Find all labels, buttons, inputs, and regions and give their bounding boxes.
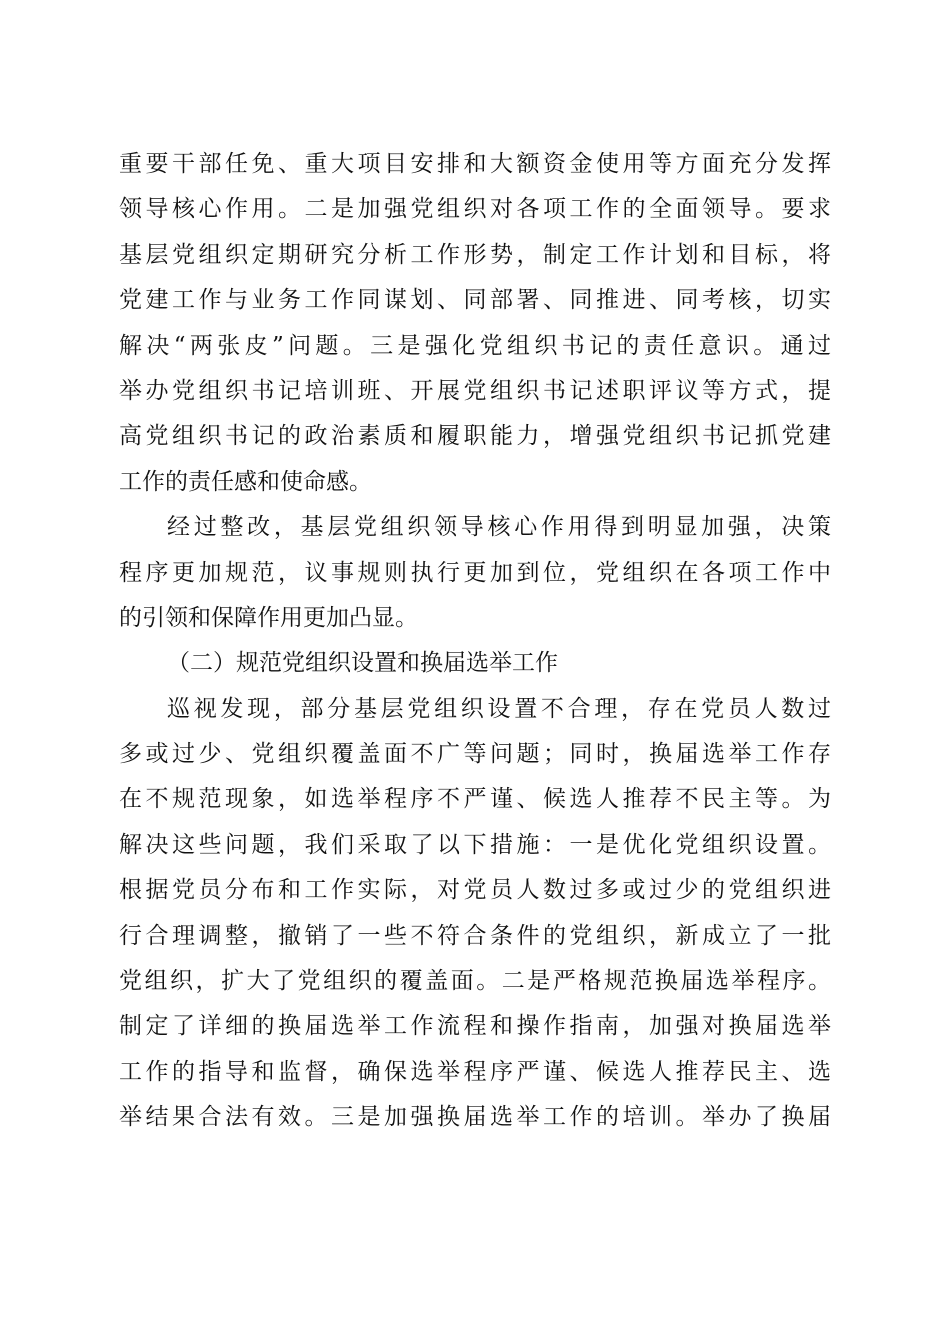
- text-line: 行合理调整，撤销了一些不符合条件的党组织，新成立了一批: [119, 922, 831, 949]
- text-line: 工作的责任感和使命感。: [119, 468, 372, 495]
- paragraph-2: [119, 505, 831, 641]
- text-line: 工作的指导和监督，确保选举程序严谨、候选人推荐民主、选: [119, 1058, 831, 1085]
- text-line: 举结果合法有效。三是加强换届选举工作的培训。举办了换届: [119, 1104, 831, 1131]
- text-line: 巡视发现，部分基层党组织设置不合理，存在党员人数过: [167, 695, 831, 722]
- text-line: 的引领和保障作用更加凸显。: [119, 604, 418, 631]
- paragraph-1: [119, 142, 831, 505]
- text-line: 高党组织书记的政治素质和履职能力，增强党组织书记抓党建: [119, 423, 831, 450]
- text-line: 基层党组织定期研究分析工作形势，制定工作计划和目标，将: [119, 241, 831, 268]
- text-line: 重要干部任免、重大项目安排和大额资金使用等方面充分发挥: [119, 151, 831, 177]
- text-line: 根据党员分布和工作实际，对党员人数过多或过少的党组织进: [119, 877, 831, 904]
- paragraph-3: [119, 687, 831, 1141]
- section-heading: （二）规范党组织设置和换届选举工作: [167, 650, 558, 677]
- text-line: 制定了详细的换届选举工作流程和操作指南，加强对换届选举: [119, 1013, 831, 1040]
- document-body: [119, 142, 831, 1141]
- text-line: 解决这些问题，我们采取了以下措施：一是优化党组织设置。: [119, 831, 831, 858]
- text-line: 党组织，扩大了党组织的覆盖面。二是严格规范换届选举程序。: [119, 968, 831, 995]
- text-line: 领导核心作用。二是加强党组织对各项工作的全面领导。要求: [119, 196, 831, 223]
- text-line: 多或过少、党组织覆盖面不广等问题；同时，换届选举工作存: [119, 741, 831, 768]
- text-line: 解决“两张皮”问题。三是强化党组织书记的责任意识。通过: [119, 332, 831, 359]
- text-line: 举办党组织书记培训班、开展党组织书记述职评议等方式，提: [119, 377, 831, 404]
- text-line: 程序更加规范，议事规则执行更加到位，党组织在各项工作中: [119, 559, 831, 586]
- text-line: 党建工作与业务工作同谋划、同部署、同推进、同考核，切实: [119, 287, 831, 314]
- text-line: 经过整改，基层党组织领导核心作用得到明显加强，决策: [167, 514, 831, 541]
- text-line: 在不规范现象，如选举程序不严谨、候选人推荐不民主等。为: [119, 786, 831, 813]
